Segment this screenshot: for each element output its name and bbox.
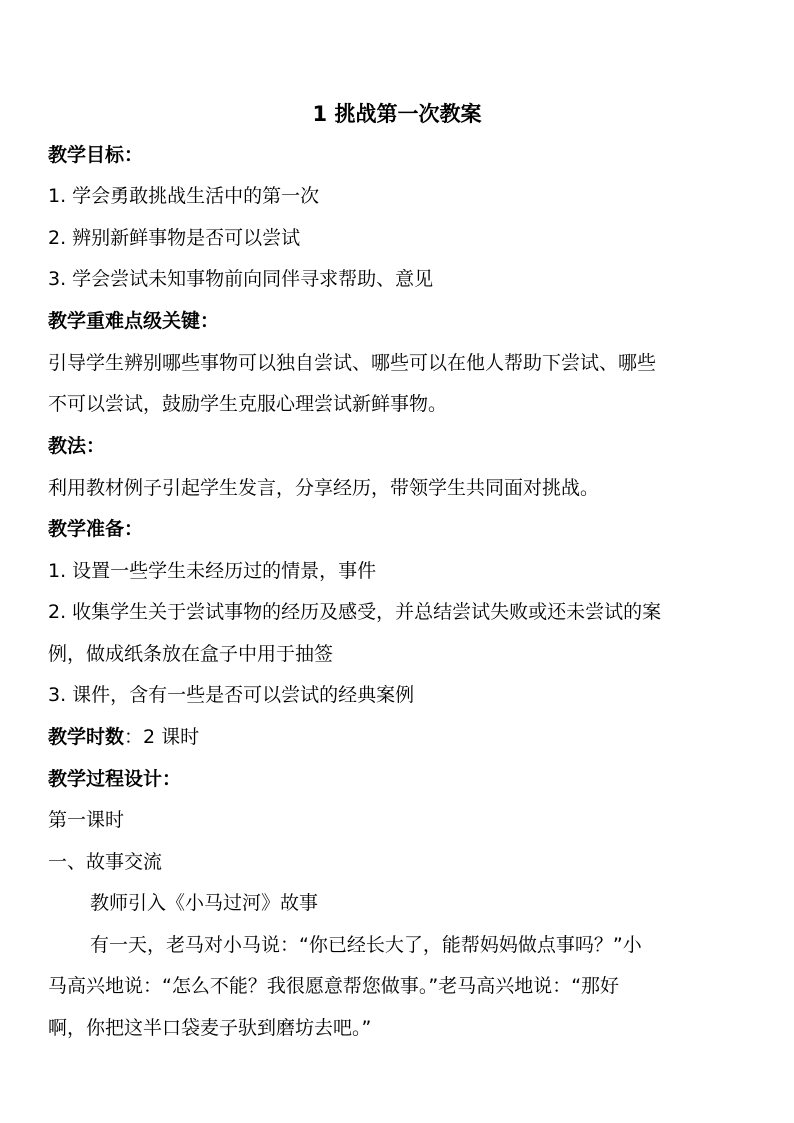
story-line-1: 有一天，老马对小马说：“你已经长大了，能帮妈妈做点事吗？”小 — [90, 934, 642, 956]
story-intro: 教师引入《小马过河》故事 — [90, 892, 319, 914]
process-heading: 教学过程设计： — [48, 768, 182, 790]
page-title: 1 挑战第一次教案 — [312, 102, 482, 126]
preparation-line-3: 例，做成纸条放在盒子中用于抽签 — [48, 643, 334, 665]
objective-item-3: 3. 学会尝试未知事物前向同伴寻求帮助、意见 — [48, 268, 434, 290]
lesson-label: 第一课时 — [48, 809, 125, 831]
preparation-line-1: 1. 设置一些学生未经历过的情景，事件 — [48, 560, 377, 582]
method-heading: 教法： — [48, 435, 106, 457]
key-points-line-1: 引导学生辨别哪些事物可以独自尝试、哪些可以在他人帮助下尝试、哪些 — [48, 352, 657, 374]
method-line-1: 利用教材例子引起学生发言，分享经历，带领学生共同面对挑战。 — [48, 477, 600, 499]
hours-heading: 教学时数 — [48, 726, 125, 748]
hours-line — [48, 723, 758, 751]
key-points-line-2: 不可以尝试，鼓励学生克服心理尝试新鲜事物。 — [48, 393, 448, 415]
preparation-line-2: 2. 收集学生关于尝试事物的经历及感受，并总结尝试失败或还未尝试的案 — [48, 601, 662, 623]
objective-item-2: 2. 辨别新鲜事物是否可以尝试 — [48, 227, 301, 249]
story-line-3: 啊，你把这半口袋麦子驮到磨坊去吧。” — [48, 1017, 372, 1039]
key-points-heading: 教学重难点级关键： — [48, 310, 220, 332]
story-line-2: 马高兴地说：“怎么不能？我很愿意帮您做事。”老马高兴地说：“那好 — [48, 975, 620, 997]
preparation-heading: 教学准备： — [48, 518, 144, 540]
hours-value: ：2 课时 — [124, 726, 200, 748]
objectives-heading: 教学目标： — [48, 144, 144, 166]
part-label: 一、故事交流 — [48, 851, 163, 873]
preparation-line-4: 3. 课件，含有一些是否可以尝试的经典案例 — [48, 684, 415, 706]
objective-item-1: 1. 学会勇敢挑战生活中的第一次 — [48, 185, 320, 207]
